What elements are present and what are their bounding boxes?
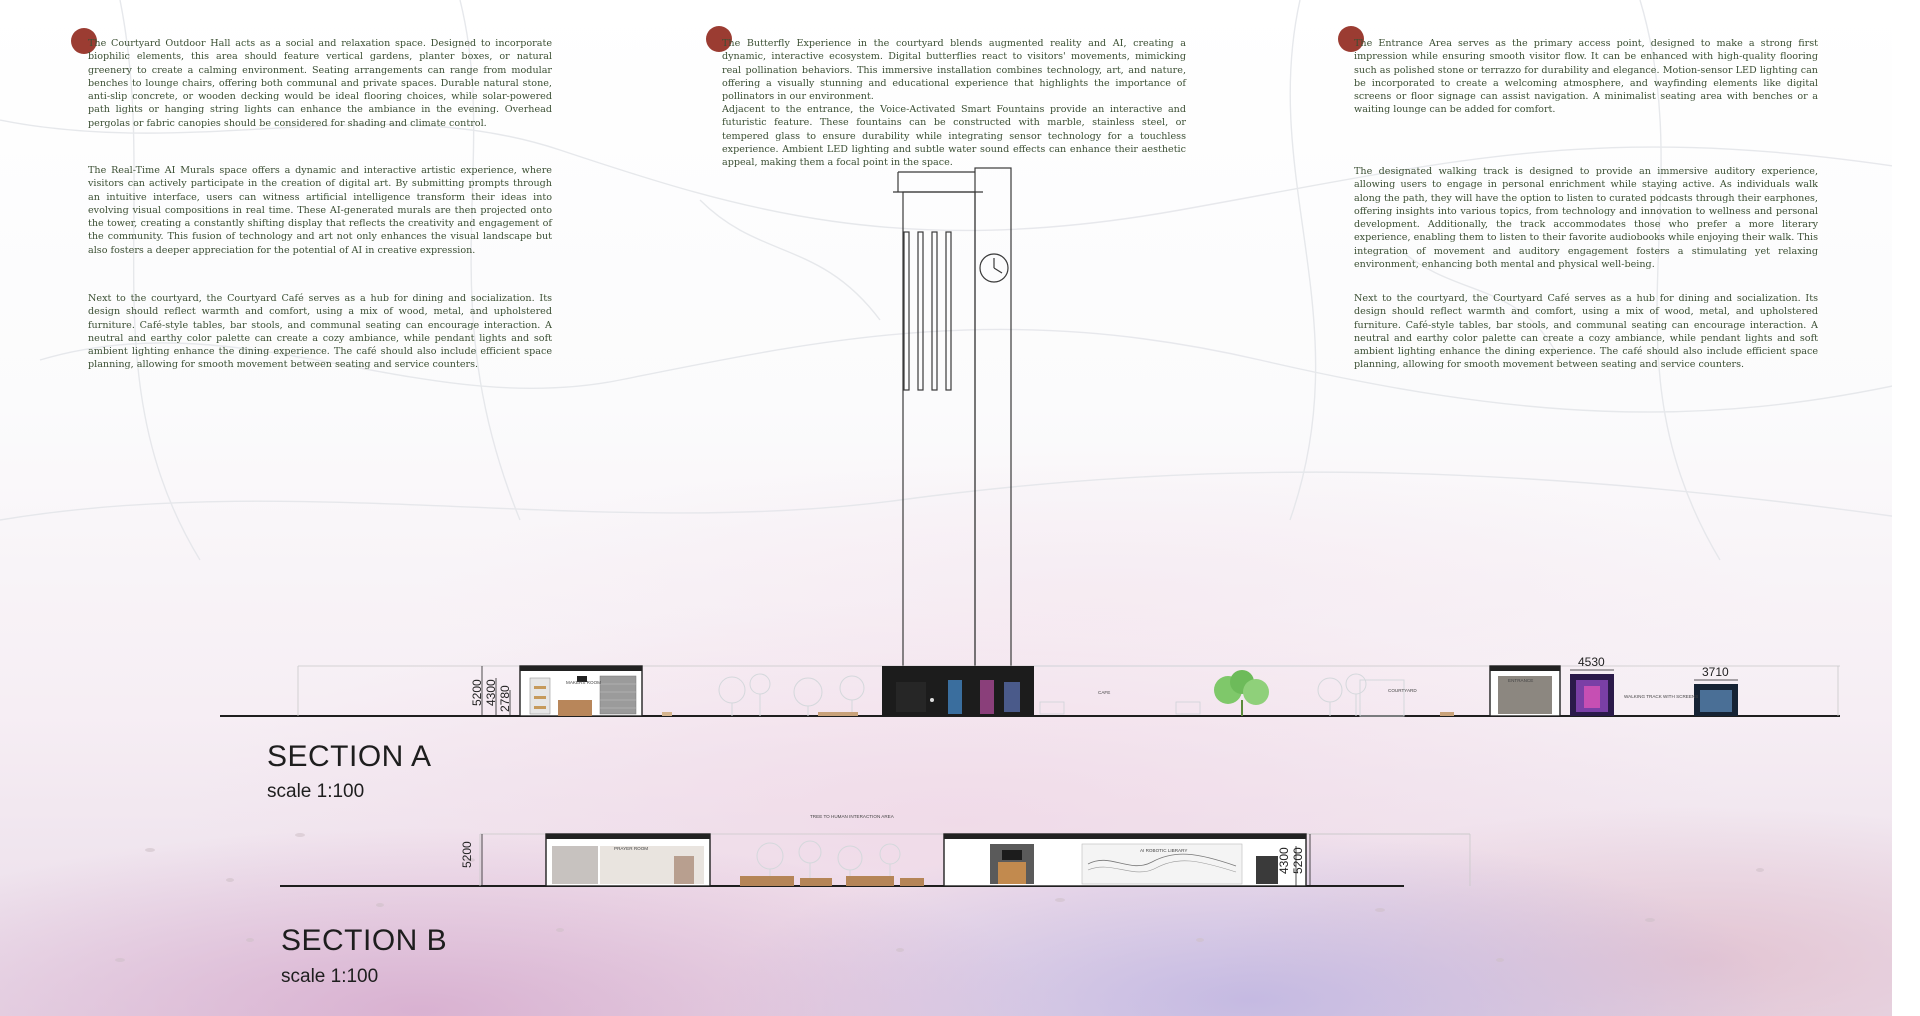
interaction-area-label: TREE TO HUMAN INTERACTION AREA	[810, 814, 894, 819]
section-b-dim-5200-right: 5200	[1291, 847, 1305, 874]
tower-base-section	[882, 666, 1034, 716]
makers-room-label: MAKERS ROOM	[566, 680, 601, 685]
cafe-paragraph-right: Next to the courtyard, the Courtyard Café serves as a hub for dining and socialization. Its design should reflect warmth and comfort, using a mix of wood, metal, and upholstered furniture. Café-style tables, bar stools, and communal seating can encourage interaction. A neutral and earthy color palette can create a cozy ambiance, while pendant lights and soft ambient lighting enhance the dining experience. The café should also include efficient space planning, allowing for smooth movement between seating and service counters.	[1354, 293, 1818, 371]
entrance-label: ENTRANCE	[1508, 678, 1534, 683]
tower-light-strips	[904, 232, 951, 390]
section-a-drawing	[220, 666, 1840, 716]
tower-elevation	[893, 168, 1011, 670]
section-a-dim-5200: 5200	[470, 679, 484, 706]
courtyard-label: COURTYARD	[1388, 688, 1417, 693]
ai-murals-paragraph: The Real-Time AI Murals space offers a dynamic and interactive artistic experience, where visitors can actively participate in the creation of digital art. By submitting prompts through an intuitive interface, users can witness artificial intelligence transform their ideas into evolving visual compositions in real time. These AI-generated murals are then projected onto the tower, creating a constantly shifting display that reflects the creativity and engagement of the community. This fusion of technology and art not only enhances the visual landscape but also fosters a deeper appreciation for the potential of AI in creative expression.	[88, 165, 552, 256]
right-margin	[1892, 0, 1920, 1016]
cafe-paragraph-left: Next to the courtyard, the Courtyard Café serves as a hub for dining and socialization. Its design should reflect warmth and comfort, using a mix of wood, metal, and upholstered furniture. Café-style tables, bar stools, and communal seating can encourage interaction. A neutral and earthy color palette can create a cozy ambiance, while pendant lights and soft ambient lighting enhance the dining experience. The café should also include efficient space planning, allowing for smooth movement between seating and service counters.	[88, 293, 552, 371]
entrance-paragraph: The Entrance Area serves as the primary access point, designed to make a strong first impression while ensuring smooth visitor flow. It can be enhanced with high-quality flooring such as polished stone or terrazzo for durability and elegance. Motion-sensor LED lighting can be incorporated to create a welcoming atmosphere, and wayfinding elements like digital screens or floor signage can assist navigation. A minimalist seating area with benches or a waiting lounge can be added for comfort.	[1354, 38, 1818, 116]
prayer-room-section	[546, 834, 710, 886]
section-b-title: SECTION B	[281, 924, 448, 957]
green-tree	[1214, 670, 1269, 716]
robotic-library-label: AI ROBOTIC LIBRARY	[1140, 848, 1188, 853]
section-b-dim-4300: 4300	[1277, 847, 1291, 874]
makers-room-section	[520, 666, 642, 716]
section-a-dim-4530: 4530	[1578, 655, 1605, 669]
section-b-dim-5200-left: 5200	[460, 841, 474, 868]
section-b-scale: scale 1:100	[281, 966, 379, 987]
section-a-title: SECTION A	[267, 740, 432, 773]
walking-track-paragraph: The designated walking track is designed to provide an immersive auditory experience, allowing users to engage in personal enrichment while staying active. As individuals walk along the path, they will have the option to listen to curated podcasts through their earphones, offering insights into various topics, from technology and innovation to wellness and personal development. Additionally, the track accommodates those who prefer a more literary experience, enabling them to listen to their favorite audiobooks while enjoying their walk. This integration of movement and auditory engagement fosters a stimulating yet relaxing environment, enhancing both mental and physical well-being.	[1354, 166, 1818, 271]
cafe-label: CAFE	[1098, 690, 1111, 695]
section-a-dim-4300: 4300	[484, 679, 498, 706]
section-a-dim-2780: 2780	[498, 685, 512, 712]
courtyard-trees	[719, 674, 864, 716]
walking-track-label: WALKING TRACK WITH SCREENS	[1624, 694, 1699, 699]
robotic-library-section	[944, 834, 1306, 886]
wooden-benches	[740, 876, 924, 886]
butterfly-paragraph: The Butterfly Experience in the courtyard blends augmented reality and AI, creating a dynamic, interactive ecosystem. Digital butterflies react to visitors' movements, mimicking real pollination behaviors. This immersive installation combines technology, art, and nature, offering a visually stunning and educational experience that highlights the importance of pollinators in our environment.	[722, 38, 1186, 103]
section-a-dim-3710: 3710	[1702, 665, 1729, 679]
fountains-paragraph: Adjacent to the entrance, the Voice-Activated Smart Fountains provide an interactive and futuristic feature. These fountains can be constructed with marble, stainless steel, or tempered glass to ensure durability while integrating sensor technology for a touchless experience. Ambient LED lighting and subtle water sound effects can enhance their aesthetic appeal, making them a focal point in the space.	[722, 104, 1186, 169]
section-a-scale: scale 1:100	[267, 781, 365, 802]
prayer-room-label: PRAYER ROOM	[614, 846, 649, 851]
outdoor-hall-paragraph: The Courtyard Outdoor Hall acts as a social and relaxation space. Designed to incorporate biophilic elements, this area should feature vertical gardens, planter boxes, or natural greenery to create a calming environment. Seating arrangements can range from modular benches to lounge chairs, offering both communal and private spaces. Durable natural stone, anti-slip concrete, or wooden decking would be ideal flooring choices, while solar-powered path lights or hanging string lights can enhance the ambiance in the evening. Overhead pergolas or fabric canopies should be considered for shading and climate control.	[88, 38, 552, 129]
entrance-section	[1490, 666, 1738, 716]
